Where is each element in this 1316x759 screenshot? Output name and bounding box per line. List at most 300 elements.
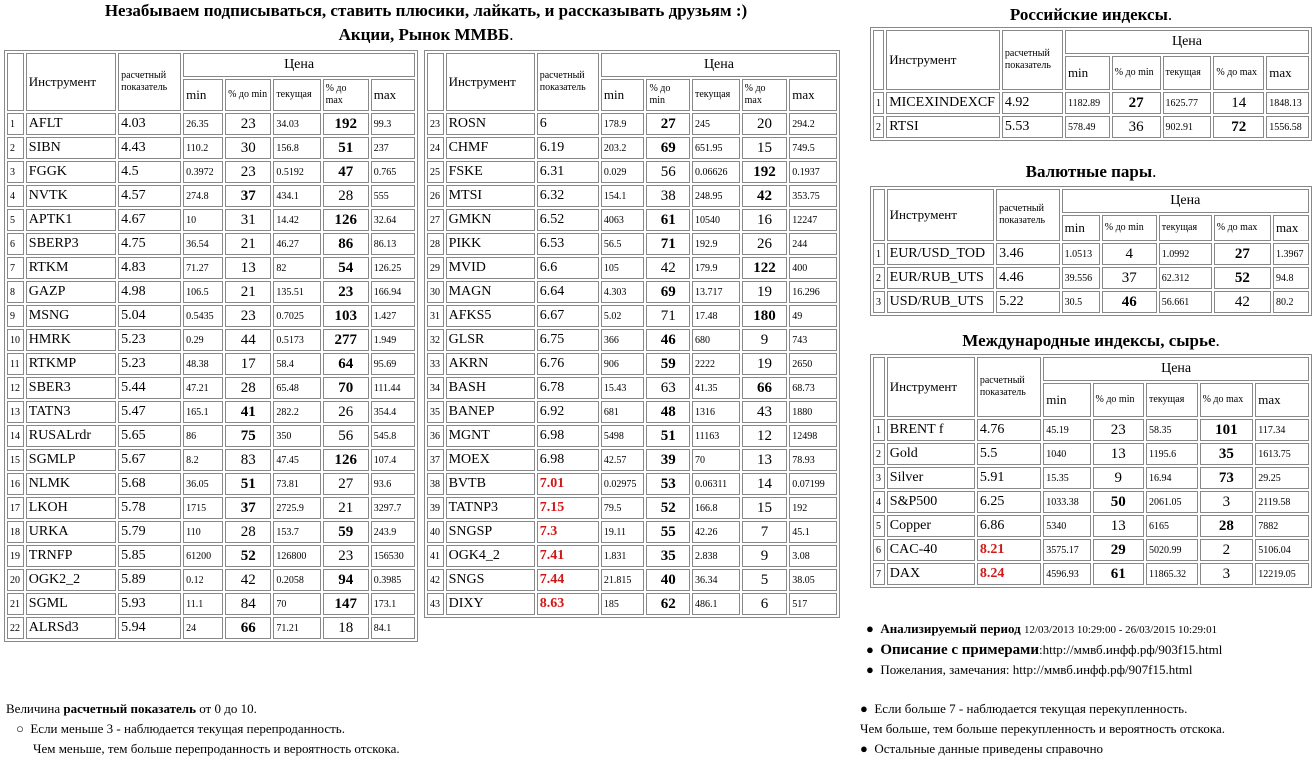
max-value: 1.3967	[1273, 243, 1309, 265]
header-max: max	[1273, 215, 1309, 241]
current-value: 434.1	[273, 185, 320, 207]
ru-title: Российские индексы.	[1009, 5, 1173, 24]
pct-min-value: 61	[1093, 563, 1145, 585]
pct-min-value: 55	[646, 521, 690, 543]
max-value: 5106.04	[1255, 539, 1309, 561]
current-value: 902.91	[1163, 116, 1212, 138]
pct-max-value: 147	[323, 593, 369, 615]
indicator-value: 7.15	[537, 497, 599, 519]
current-value: 6165	[1146, 515, 1198, 537]
row-index: 6	[873, 539, 885, 561]
indicator-value: 6.78	[537, 377, 599, 399]
header-max: max	[789, 79, 837, 111]
pct-min-value: 71	[646, 233, 690, 255]
current-value: 0.7025	[273, 305, 320, 327]
pct-min-value: 38	[646, 185, 690, 207]
table-row	[7, 137, 415, 159]
row-index: 43	[427, 593, 444, 615]
current-value: 156.8	[273, 137, 320, 159]
indicator-value: 4.98	[118, 281, 181, 303]
header-pct-max: % до max	[1213, 56, 1264, 90]
pct-min-value: 21	[225, 233, 271, 255]
pct-min-value: 21	[225, 281, 271, 303]
header-current: текущая	[692, 79, 740, 111]
indicator-value: 7.3	[537, 521, 599, 543]
header-indicator: расчетный показатель	[537, 53, 599, 111]
max-value: 1556.58	[1266, 116, 1309, 138]
row-index: 32	[427, 329, 444, 351]
min-value: 42.57	[601, 449, 645, 471]
current-value: 82	[273, 257, 320, 279]
indicator-value: 5.5	[977, 443, 1041, 465]
indicator-value: 4.46	[996, 267, 1060, 289]
max-value: 1613.75	[1255, 443, 1309, 465]
pct-max-value: 86	[323, 233, 369, 255]
current-value: 126800	[273, 545, 320, 567]
info-bullets	[866, 619, 1222, 680]
pct-max-value: 7	[742, 521, 788, 543]
max-value: 0.1937	[789, 161, 837, 183]
pct-max-value: 51	[323, 137, 369, 159]
row-index: 42	[427, 569, 444, 591]
current-value: 46.27	[273, 233, 320, 255]
max-value: 84.1	[371, 617, 415, 639]
row-index: 33	[427, 353, 444, 375]
pct-min-value: 30	[225, 137, 271, 159]
instrument-name: EUR/RUB_UTS	[887, 267, 994, 289]
header-current: текущая	[1146, 383, 1198, 417]
header-pct-max: % до max	[1214, 215, 1271, 241]
instrument-name: AFLT	[26, 113, 116, 135]
pct-min-value: 51	[225, 473, 271, 495]
row-index: 29	[427, 257, 444, 279]
header-pct-max: % до max	[1200, 383, 1254, 417]
current-value: 11865.32	[1146, 563, 1198, 585]
feedback-line	[866, 660, 1222, 680]
max-value: 49	[789, 305, 837, 327]
table-row	[427, 185, 837, 207]
table-row	[7, 329, 415, 351]
min-value: 0.29	[183, 329, 223, 351]
row-index: 7	[873, 563, 885, 585]
indicator-value: 4.5	[118, 161, 181, 183]
instrument-name: SGMLP	[26, 449, 116, 471]
row-index: 22	[7, 617, 24, 639]
current-value: 248.95	[692, 185, 740, 207]
header-current: текущая	[273, 79, 320, 111]
table-row	[7, 593, 415, 615]
row-index: 8	[7, 281, 24, 303]
pct-min-value: 46	[1102, 291, 1157, 313]
row-index: 3	[7, 161, 24, 183]
instrument-name: MSNG	[26, 305, 116, 327]
pct-min-value: 52	[646, 497, 690, 519]
min-value: 1182.89	[1065, 92, 1110, 114]
pct-min-value: 13	[1093, 443, 1145, 465]
indicator-value: 5.22	[996, 291, 1060, 313]
instrument-name: AFKS5	[446, 305, 535, 327]
row-index: 19	[7, 545, 24, 567]
instrument-name: BVTB	[446, 473, 535, 495]
header-pct-min: % до min	[646, 79, 690, 111]
max-value: 354.4	[371, 401, 415, 423]
table-row	[427, 137, 837, 159]
fx-title: Валютные пары.	[1025, 162, 1157, 181]
ru-title-text: Российские индексы	[1009, 5, 1168, 24]
row-index: 21	[7, 593, 24, 615]
header-indicator: расчетный показатель	[977, 357, 1041, 417]
instrument-name: Silver	[887, 467, 975, 489]
footer-text: Если больше 7 - наблюдается текущая перекупленность.	[874, 701, 1188, 716]
pct-min-value: 69	[646, 137, 690, 159]
pct-max-value: 23	[323, 281, 369, 303]
pct-max-value: 19	[742, 353, 788, 375]
pct-min-value: 35	[646, 545, 690, 567]
intl-title: Международные индексы, сырье.	[962, 331, 1220, 350]
pct-max-value: 35	[1200, 443, 1254, 465]
intl-table	[870, 354, 1312, 588]
current-value: 58.4	[273, 353, 320, 375]
max-value: 32.64	[371, 209, 415, 231]
row-index: 1	[873, 92, 884, 114]
current-value: 1316	[692, 401, 740, 423]
pct-min-value: 83	[225, 449, 271, 471]
row-index: 7	[7, 257, 24, 279]
min-value: 106.5	[183, 281, 223, 303]
pct-max-value: 18	[323, 617, 369, 639]
instrument-name: URKA	[26, 521, 116, 543]
header-price: Цена	[183, 53, 415, 77]
header-pct-min: % до min	[1102, 215, 1157, 241]
indicator-value: 4.03	[118, 113, 181, 135]
table-row	[427, 233, 837, 255]
max-value: 78.93	[789, 449, 837, 471]
row-index: 17	[7, 497, 24, 519]
row-index: 4	[7, 185, 24, 207]
indicator-value: 5.85	[118, 545, 181, 567]
examples-link[interactable]: :http://ммвб.инфф.рф/903f15.html	[1038, 642, 1223, 657]
instrument-name: BRENT f	[887, 419, 975, 441]
footer-text: Величина	[6, 701, 64, 716]
instrument-name: ROSN	[446, 113, 535, 135]
pct-min-value: 13	[1093, 515, 1145, 537]
instrument-name: FGGK	[26, 161, 116, 183]
pct-min-value: 46	[646, 329, 690, 351]
min-value: 61200	[183, 545, 223, 567]
row-index: 10	[7, 329, 24, 351]
instrument-name: RTKMP	[26, 353, 116, 375]
row-index: 1	[873, 419, 885, 441]
indicator-value: 7.01	[537, 473, 599, 495]
indicator-value: 5.68	[118, 473, 181, 495]
row-index: 3	[873, 291, 885, 313]
row-index: 34	[427, 377, 444, 399]
subtitle-text: Акции, Рынок ММВБ	[338, 25, 510, 44]
table-row	[7, 305, 415, 327]
header-row	[7, 53, 415, 77]
current-value: 5020.99	[1146, 539, 1198, 561]
indicator-value: 5.47	[118, 401, 181, 423]
table-row	[427, 281, 837, 303]
min-value: 185	[601, 593, 645, 615]
pct-max-value: 3	[1200, 491, 1254, 513]
table-row	[427, 569, 837, 591]
indicator-value: 5.23	[118, 329, 181, 351]
header-pct-min: % до min	[225, 79, 271, 111]
pct-min-value: 36	[1112, 116, 1161, 138]
max-value: 192	[789, 497, 837, 519]
pct-max-value: 122	[742, 257, 788, 279]
row-index: 2	[873, 116, 884, 138]
pct-min-value: 13	[225, 257, 271, 279]
current-value: 56.661	[1159, 291, 1212, 313]
indicator-value: 6	[537, 113, 599, 135]
row-index: 41	[427, 545, 444, 567]
current-value: 166.8	[692, 497, 740, 519]
max-value: 7882	[1255, 515, 1309, 537]
pct-min-value: 39	[646, 449, 690, 471]
bullet-icon: ●	[860, 741, 868, 756]
instrument-name: SBER3	[26, 377, 116, 399]
header-pct-min: % до min	[1093, 383, 1145, 417]
min-value: 19.11	[601, 521, 645, 543]
top-title: Незабываем подписываться, ставить плюсики, лайкать, и рассказывать друзьям :)	[104, 1, 748, 20]
footer-right-line2: Чем больше, тем больше перекупленность и вероятность отскока.	[860, 721, 1225, 736]
pct-min-value: 62	[646, 593, 690, 615]
current-value: 13.717	[692, 281, 740, 303]
pct-max-value: 43	[742, 401, 788, 423]
row-index: 20	[7, 569, 24, 591]
pct-max-value: 54	[323, 257, 369, 279]
pct-max-value: 9	[742, 545, 788, 567]
max-value: 517	[789, 593, 837, 615]
max-value: 68.73	[789, 377, 837, 399]
row-index: 15	[7, 449, 24, 471]
indicator-value: 6.67	[537, 305, 599, 327]
indicator-value: 5.79	[118, 521, 181, 543]
max-value: 12247	[789, 209, 837, 231]
current-value: 651.95	[692, 137, 740, 159]
header-instrument: Инструмент	[446, 53, 535, 111]
instrument-name: AKRN	[446, 353, 535, 375]
max-value: 107.4	[371, 449, 415, 471]
row-index: 24	[427, 137, 444, 159]
indicator-value: 5.65	[118, 425, 181, 447]
min-value: 48.38	[183, 353, 223, 375]
pct-max-value: 5	[742, 569, 788, 591]
min-value: 1.831	[601, 545, 645, 567]
pct-max-value: 277	[323, 329, 369, 351]
pct-min-value: 28	[225, 521, 271, 543]
footer-text: Если меньше 3 - наблюдается текущая перепроданность.	[30, 721, 345, 736]
indicator-value: 6.52	[537, 209, 599, 231]
table-row	[427, 593, 837, 615]
indicator-value: 6.76	[537, 353, 599, 375]
max-value: 173.1	[371, 593, 415, 615]
min-value: 3575.17	[1043, 539, 1090, 561]
pct-max-value: 59	[323, 521, 369, 543]
indicator-value: 6.86	[977, 515, 1041, 537]
min-value: 0.029	[601, 161, 645, 183]
instrument-name: MTSI	[446, 185, 535, 207]
feedback-text[interactable]: Пожелания, замечания: http://ммвб.инфф.рф/907f15.html	[880, 662, 1193, 677]
row-index: 30	[427, 281, 444, 303]
circle-bullet-icon: ○	[16, 721, 24, 736]
pct-min-value: 29	[1093, 539, 1145, 561]
min-value: 36.54	[183, 233, 223, 255]
pct-max-value: 66	[742, 377, 788, 399]
row-index: 5	[7, 209, 24, 231]
pct-min-value: 37	[1102, 267, 1157, 289]
max-value: 1.949	[371, 329, 415, 351]
current-value: 1.0992	[1159, 243, 1212, 265]
instrument-name: TRNFP	[26, 545, 116, 567]
max-value: 38.05	[789, 569, 837, 591]
header-min: min	[1043, 383, 1090, 417]
footer-right-line3	[860, 739, 1225, 759]
pct-min-value: 23	[225, 305, 271, 327]
pct-max-value: 72	[1213, 116, 1264, 138]
indicator-value: 8.21	[977, 539, 1041, 561]
header-price: Цена	[1065, 30, 1309, 54]
max-value: 99.3	[371, 113, 415, 135]
max-value: 16.296	[789, 281, 837, 303]
table-row	[873, 467, 1309, 489]
table-row	[7, 521, 415, 543]
intl-wrap	[870, 354, 1312, 588]
min-value: 21.815	[601, 569, 645, 591]
table-row	[873, 515, 1309, 537]
pct-min-value: 66	[225, 617, 271, 639]
table-row	[7, 545, 415, 567]
current-value: 42.26	[692, 521, 740, 543]
min-value: 274.8	[183, 185, 223, 207]
header-row	[873, 189, 1309, 213]
pct-max-value: 3	[1200, 563, 1254, 585]
header-indicator: расчетный показатель	[1002, 30, 1063, 90]
current-value: 0.06311	[692, 473, 740, 495]
pct-min-value: 27	[1112, 92, 1161, 114]
instrument-name: PIKK	[446, 233, 535, 255]
table-row	[873, 419, 1309, 441]
row-index: 6	[7, 233, 24, 255]
table-row	[427, 473, 837, 495]
pct-min-value: 37	[225, 497, 271, 519]
table-row	[427, 113, 837, 135]
row-index: 1	[873, 243, 885, 265]
instrument-name: S&P500	[887, 491, 975, 513]
header-max: max	[371, 79, 415, 111]
pct-max-value: 126	[323, 449, 369, 471]
header-index	[873, 357, 885, 417]
min-value: 79.5	[601, 497, 645, 519]
pct-min-value: 56	[646, 161, 690, 183]
pct-max-value: 14	[742, 473, 788, 495]
table-row	[7, 617, 415, 639]
examples-line	[866, 640, 1222, 660]
pct-min-value: 59	[646, 353, 690, 375]
row-index: 11	[7, 353, 24, 375]
pct-max-value: 192	[323, 113, 369, 135]
instrument-name: SNGSP	[446, 521, 535, 543]
table-row	[427, 377, 837, 399]
instrument-name: NLMK	[26, 473, 116, 495]
pct-max-value: 28	[323, 185, 369, 207]
table-row	[427, 497, 837, 519]
current-value: 34.03	[273, 113, 320, 135]
pct-max-value: 28	[1200, 515, 1254, 537]
table-row	[427, 401, 837, 423]
header-indicator: расчетный показатель	[118, 53, 181, 111]
pct-max-value: 47	[323, 161, 369, 183]
instrument-name: MICEXINDEXCF	[886, 92, 1000, 114]
pct-max-value: 21	[323, 497, 369, 519]
instrument-name: HMRK	[26, 329, 116, 351]
header-index	[873, 30, 884, 90]
table-row	[7, 473, 415, 495]
row-index: 14	[7, 425, 24, 447]
pct-max-value: 23	[323, 545, 369, 567]
bullet-icon: ●	[866, 642, 874, 657]
row-index: 38	[427, 473, 444, 495]
table-row	[7, 257, 415, 279]
max-value: 117.34	[1255, 419, 1309, 441]
table-row	[873, 539, 1309, 561]
indicator-value: 6.75	[537, 329, 599, 351]
pct-min-value: 37	[225, 185, 271, 207]
pct-max-value: 14	[1213, 92, 1264, 114]
row-index: 40	[427, 521, 444, 543]
footer-text: Остальные данные приведены справочно	[874, 741, 1104, 756]
row-index: 35	[427, 401, 444, 423]
indicator-value: 5.67	[118, 449, 181, 471]
header-max: max	[1266, 56, 1309, 90]
header-price: Цена	[1043, 357, 1309, 381]
instrument-name: SIBN	[26, 137, 116, 159]
pct-max-value: 192	[742, 161, 788, 183]
max-value: 3.08	[789, 545, 837, 567]
row-index: 2	[7, 137, 24, 159]
row-index: 4	[873, 491, 885, 513]
header-price: Цена	[1062, 189, 1309, 213]
pct-max-value: 101	[1200, 419, 1254, 441]
period-value: 12/03/2013 10:29:00 - 26/03/2015 10:29:01	[1023, 624, 1218, 636]
pct-min-value: 17	[225, 353, 271, 375]
min-value: 1040	[1043, 443, 1090, 465]
min-value: 1033.38	[1043, 491, 1090, 513]
min-value: 203.2	[601, 137, 645, 159]
min-value: 24	[183, 617, 223, 639]
current-value: 192.9	[692, 233, 740, 255]
pct-min-value: 41	[225, 401, 271, 423]
instrument-name: DIXY	[446, 593, 535, 615]
min-value: 5498	[601, 425, 645, 447]
table-row	[7, 209, 415, 231]
intl-title-text: Международные индексы, сырье	[962, 331, 1216, 350]
max-value: 545.8	[371, 425, 415, 447]
table-row	[873, 563, 1309, 585]
pct-max-value: 94	[323, 569, 369, 591]
instrument-name: GMKN	[446, 209, 535, 231]
header-row	[873, 357, 1309, 381]
fx-wrap	[870, 186, 1312, 316]
max-value: 1880	[789, 401, 837, 423]
instrument-name: SNGS	[446, 569, 535, 591]
row-index: 1	[7, 113, 24, 135]
indicator-value: 4.92	[1002, 92, 1063, 114]
instrument-name: OGK4_2	[446, 545, 535, 567]
header-index	[873, 189, 885, 241]
